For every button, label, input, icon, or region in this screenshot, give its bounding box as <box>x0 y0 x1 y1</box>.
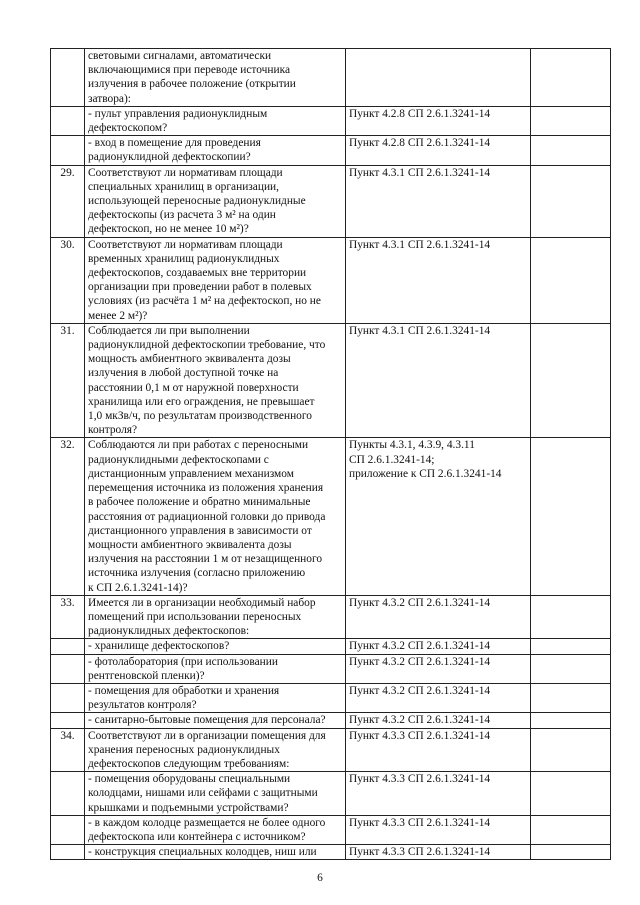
row-number <box>51 49 85 107</box>
question-line: организации при проведении работ в полевых <box>88 281 312 294</box>
question-line: условиях (из расчёта 1 м² на дефектоскоп, но не <box>88 295 321 308</box>
table-row <box>51 728 611 772</box>
question-line: рентгеновской пленки)? <box>88 669 205 682</box>
question-line: - хранилище дефектоскопов? <box>88 640 230 653</box>
question-line: результатов контроля? <box>88 699 197 712</box>
regulation-reference <box>346 595 531 639</box>
table-row <box>51 815 611 844</box>
question-line: излучения в рабочее положение (открытии <box>88 78 296 91</box>
row-number <box>51 845 85 860</box>
question-line: 1,0 мкЗв/ч, по результатам производственного <box>88 410 312 423</box>
reference-line: Пункт 4.3.3 СП 2.6.1.3241-14 <box>349 773 491 786</box>
regulation-reference <box>346 713 531 728</box>
question-line: - фотолаборатория (при использовании <box>88 655 278 668</box>
question-line: использующей переносные радионуклидные <box>88 195 306 208</box>
reference-line: Пункт 4.3.2 СП 2.6.1.3241-14 <box>349 655 491 668</box>
table-row <box>51 106 611 135</box>
question-line: излучения в любой доступной точке на <box>88 367 279 380</box>
regulation-reference <box>346 654 531 683</box>
requirement-question <box>85 639 346 654</box>
reference-line: Пункт 4.3.3 СП 2.6.1.3241-14 <box>349 729 491 742</box>
answer-cell <box>531 654 611 683</box>
question-line: менее 2 м²)? <box>88 309 148 322</box>
requirement-question <box>85 713 346 728</box>
row-number <box>51 654 85 683</box>
reference-line: Пункты 4.3.1, 4.3.9, 4.3.11 <box>349 439 475 452</box>
question-line: мощности амбиентного эквивалента дозы <box>88 538 292 551</box>
answer-cell <box>531 438 611 595</box>
requirement-question <box>85 772 346 816</box>
answer-cell <box>531 639 611 654</box>
question-line: радионуклидными дефектоскопами с <box>88 453 269 466</box>
regulation-reference <box>346 438 531 595</box>
question-line: мощность амбиентного эквивалента дозы <box>88 353 291 366</box>
question-line: перемещения источника из положения хранения <box>88 482 324 495</box>
regulation-reference <box>346 772 531 816</box>
table-row <box>51 237 611 323</box>
reference-line: приложение к СП 2.6.1.3241-14 <box>349 467 502 480</box>
question-line: дефектоскопы (из расчета 3 м² на один <box>88 209 276 222</box>
question-line: дефектоскопов следующим требованиям: <box>88 757 290 770</box>
question-line: затвора): <box>88 92 131 105</box>
row-number: 30. <box>51 237 85 323</box>
question-line: Имеется ли в организации необходимый набор <box>88 596 316 609</box>
answer-cell <box>531 136 611 165</box>
question-line: - санитарно-бытовые помещения для персонала? <box>88 714 326 727</box>
requirement-question <box>85 728 346 772</box>
table-row <box>51 713 611 728</box>
question-line: к СП 2.6.1.3241-14)? <box>88 581 188 594</box>
answer-cell <box>531 815 611 844</box>
answer-cell <box>531 772 611 816</box>
question-line: дефектоскоп, но не менее 10 м²)? <box>88 223 249 236</box>
requirement-question <box>85 136 346 165</box>
question-line: хранения переносных радионуклидных <box>88 743 280 756</box>
requirement-question <box>85 237 346 323</box>
row-number <box>51 713 85 728</box>
row-number: 33. <box>51 595 85 639</box>
requirement-question <box>85 106 346 135</box>
question-line: источника излучения (согласно приложению <box>88 567 306 580</box>
table-row <box>51 772 611 816</box>
reference-line: Пункт 4.3.2 СП 2.6.1.3241-14 <box>349 596 491 609</box>
question-line: колодцами, нишами или сейфами с защитными <box>88 787 318 800</box>
question-line: - в каждом колодце размещается не более одного <box>88 816 326 829</box>
row-number <box>51 815 85 844</box>
question-line: дефектоскопов, создаваемых вне территории <box>88 267 307 280</box>
answer-cell <box>531 728 611 772</box>
question-line: радионуклидной дефектоскопии? <box>88 151 251 164</box>
answer-cell <box>531 845 611 860</box>
requirement-question <box>85 595 346 639</box>
requirement-question <box>85 438 346 595</box>
requirement-question <box>85 323 346 438</box>
row-number: 32. <box>51 438 85 595</box>
table-body <box>51 49 611 860</box>
row-number: 29. <box>51 165 85 237</box>
question-line: Соблюдаются ли при работах с переносными <box>88 439 309 452</box>
table-row <box>51 639 611 654</box>
reference-line: Пункт 4.3.1 СП 2.6.1.3241-14 <box>349 166 491 179</box>
table-row <box>51 165 611 237</box>
row-number <box>51 106 85 135</box>
question-line: расстоянии 0,1 м от наружной поверхности <box>88 381 299 394</box>
answer-cell <box>531 683 611 712</box>
row-number: 31. <box>51 323 85 438</box>
question-line: помещений при использовании переносных <box>88 610 302 623</box>
requirement-question <box>85 815 346 844</box>
reference-line: Пункт 4.3.2 СП 2.6.1.3241-14 <box>349 684 491 697</box>
reference-line: Пункт 4.3.2 СП 2.6.1.3241-14 <box>349 640 491 653</box>
question-line: Соответствуют ли в организации помещения для <box>88 729 326 742</box>
question-line: дефектоскопом? <box>88 122 168 135</box>
regulation-reference <box>346 106 531 135</box>
regulation-reference <box>346 323 531 438</box>
question-line: расстояния от радиационной головки до привода <box>88 510 326 523</box>
question-line: - помещения для обработки и хранения <box>88 684 280 697</box>
regulation-reference <box>346 683 531 712</box>
reference-line: СП 2.6.1.3241-14; <box>349 453 435 466</box>
question-line: - конструкция специальных колодцев, ниш или <box>88 846 317 859</box>
question-line: дистанционным управлением механизмом <box>88 467 294 480</box>
requirement-question <box>85 165 346 237</box>
page-number: 6 <box>317 872 323 884</box>
table-row <box>51 136 611 165</box>
regulation-reference <box>346 815 531 844</box>
answer-cell <box>531 106 611 135</box>
answer-cell <box>531 49 611 107</box>
row-number <box>51 639 85 654</box>
answer-cell <box>531 237 611 323</box>
reference-line: Пункт 4.3.1 СП 2.6.1.3241-14 <box>349 324 491 337</box>
answer-cell <box>531 595 611 639</box>
question-line: крышками и подъемными устройствами? <box>88 801 289 814</box>
table-row <box>51 438 611 595</box>
regulation-reference <box>346 237 531 323</box>
question-line: контроля? <box>88 424 138 437</box>
question-line: Соответствуют ли нормативам площади <box>88 166 283 179</box>
question-line: дефектоскопа или контейнера с источником? <box>88 830 306 843</box>
question-line: радионуклидной дефектоскопии требование, что <box>88 339 326 352</box>
question-line: специальных хранилищ в организации, <box>88 180 279 193</box>
requirement-question <box>85 683 346 712</box>
regulation-reference <box>346 639 531 654</box>
question-line: - помещения оборудованы специальными <box>88 773 291 786</box>
question-line: - вход в помещение для проведения <box>88 137 261 150</box>
answer-cell <box>531 323 611 438</box>
reference-line: Пункт 4.2.8 СП 2.6.1.3241-14 <box>349 107 491 120</box>
question-line: временных хранилищ радионуклидных <box>88 252 280 265</box>
reference-line: Пункт 4.3.2 СП 2.6.1.3241-14 <box>349 714 491 727</box>
regulation-reference <box>346 165 531 237</box>
checklist-table <box>50 48 611 860</box>
row-number <box>51 136 85 165</box>
question-line: дистанционного управления в зависимости от <box>88 524 312 537</box>
answer-cell <box>531 165 611 237</box>
row-number <box>51 683 85 712</box>
regulation-reference <box>346 136 531 165</box>
reference-line: Пункт 4.2.8 СП 2.6.1.3241-14 <box>349 137 491 150</box>
requirement-question <box>85 845 346 860</box>
question-line: Соблюдается ли при выполнении <box>88 324 250 337</box>
question-line: излучения на расстоянии 1 м от незащищенного <box>88 553 323 566</box>
reference-line: Пункт 4.3.3 СП 2.6.1.3241-14 <box>349 816 491 829</box>
requirement-question <box>85 49 346 107</box>
table-row <box>51 323 611 438</box>
regulation-reference <box>346 845 531 860</box>
table-row <box>51 845 611 860</box>
question-line: - пульт управления радионуклидным <box>88 107 268 120</box>
question-line: световыми сигналами, автоматически <box>88 50 272 62</box>
regulation-reference <box>346 728 531 772</box>
row-number: 34. <box>51 728 85 772</box>
regulation-reference <box>346 49 531 107</box>
table-row <box>51 595 611 639</box>
question-line: в рабочее положение и обратно минимальные <box>88 496 311 509</box>
row-number <box>51 772 85 816</box>
reference-line: Пункт 4.3.3 СП 2.6.1.3241-14 <box>349 846 491 859</box>
question-line: включающимися при переводе источника <box>88 64 290 77</box>
reference-line: Пункт 4.3.1 СП 2.6.1.3241-14 <box>349 238 491 251</box>
table-row <box>51 654 611 683</box>
question-line: хранилища или его ограждения, не превышает <box>88 395 315 408</box>
answer-cell <box>531 713 611 728</box>
table-row <box>51 49 611 107</box>
question-line: Соответствуют ли нормативам площади <box>88 238 283 251</box>
requirement-question <box>85 654 346 683</box>
table-row <box>51 683 611 712</box>
question-line: радионуклидных дефектоскопов: <box>88 625 250 638</box>
